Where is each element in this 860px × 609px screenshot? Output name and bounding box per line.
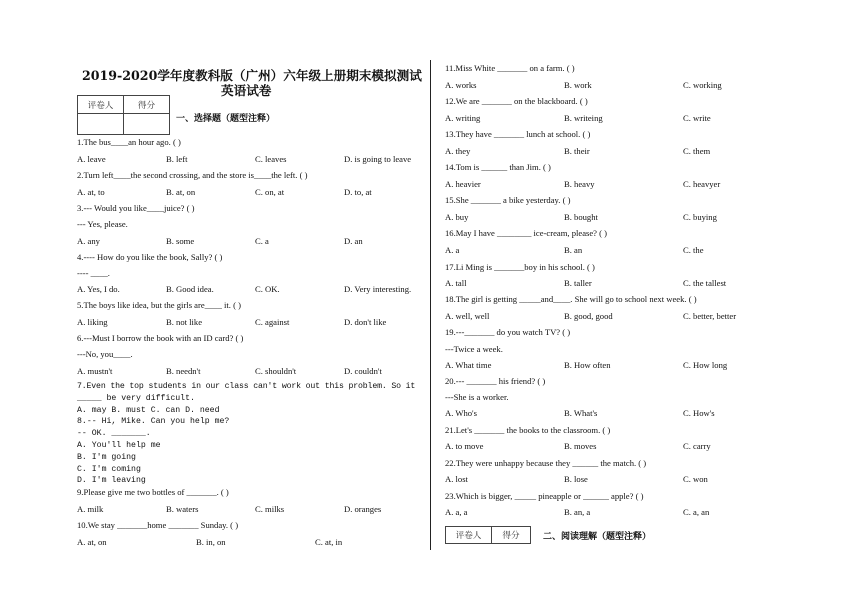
q8-reply: -- OK. _______.	[77, 429, 151, 438]
score-table	[77, 95, 170, 135]
q1-option-a: A. leave	[77, 154, 106, 164]
q6-option-a: A. mustn't	[77, 366, 113, 376]
q23-option-a: A. a, a	[445, 507, 468, 517]
q4-stem: 4.---- How do you like the book, Sally? ( )	[77, 252, 223, 262]
q20-option-a: A. Who's	[445, 408, 477, 418]
q10-stem: 10.We stay _______home _______ Sunday. ( )	[77, 520, 239, 530]
q15-option-a: A. buy	[445, 212, 469, 222]
q21-option-c: C. carry	[683, 441, 711, 451]
q18-option-c: C. better, better	[683, 311, 737, 321]
q7-stem-continued: _____ be very difficult.	[77, 394, 195, 403]
q16-option-a: A. a	[445, 245, 460, 255]
q21-option-b: B. moves	[564, 441, 597, 451]
q13-option-b: B. their	[564, 146, 590, 156]
q16-stem: 16.May I have ________ ice-cream, please? ( )	[445, 228, 608, 238]
q13-option-a: A. they	[445, 146, 471, 156]
section-1-heading: 一、选择题（题型注释）	[176, 114, 276, 124]
q11-stem: 11.Miss White _______ on a farm. ( )	[445, 63, 575, 73]
q18-option-b: B. good, good	[564, 311, 613, 321]
score-table-section-2	[445, 526, 531, 544]
q23-stem: 23.Which is bigger, _____ pineapple or ______ apple? ( )	[445, 491, 644, 501]
q1-option-b: B. left	[166, 154, 188, 164]
q10-option-a: A. at, on	[77, 537, 107, 547]
q5-option-d: D. don't like	[344, 317, 387, 327]
q14-option-c: C. heavyer	[683, 179, 721, 189]
q17-option-c: C. the tallest	[683, 278, 727, 288]
q2-option-b: B. at, on	[166, 187, 196, 197]
q3-option-d: D. an	[344, 236, 363, 246]
q2-option-c: C. on, at	[255, 187, 285, 197]
q13-stem: 13.They have _______ lunch at school. ( )	[445, 129, 591, 139]
q2-stem: 2.Turn left____the second crossing, and the store is____the left. ( )	[77, 170, 308, 180]
q17-stem: 17.Li Ming is _______boy in his school. ( )	[445, 262, 595, 272]
q4-option-d: D. Very interesting.	[344, 284, 412, 294]
score-table-score-header: 得分	[124, 96, 170, 114]
q20-reply: ---She is a worker.	[445, 392, 509, 402]
q23-option-c: C. a, an	[683, 507, 710, 517]
q5-option-c: C. against	[255, 317, 290, 327]
q8-stem: 8.-- Hi, Mike. Can you help me?	[77, 417, 230, 426]
q20-stem: 20.--- _______ his friend? ( )	[445, 376, 546, 386]
q12-option-c: C. write	[683, 113, 711, 123]
q3-option-a: A. any	[77, 236, 100, 246]
q1-option-d: D. is going to leave	[344, 154, 412, 164]
q15-option-c: C. buying	[683, 212, 717, 222]
score-table-2-score-header: 得分	[492, 527, 531, 544]
q7-options: A. may B. must C. can D. need	[77, 406, 220, 415]
q9-option-d: D. oranges	[344, 504, 382, 514]
q8-option-a: A. You'll help me	[77, 441, 161, 450]
q1-option-c: C. leaves	[255, 154, 287, 164]
score-table-2-grader-header: 评卷人	[446, 527, 492, 544]
q19-option-a: A. What time	[445, 360, 492, 370]
q3-option-b: B. some	[166, 236, 195, 246]
q8-option-b: B. I'm going	[77, 453, 136, 462]
q16-option-b: B. an	[564, 245, 583, 255]
q1-stem: 1.The bus____an hour ago. ( )	[77, 137, 181, 147]
q4-option-a: A. Yes, I do.	[77, 284, 120, 294]
q12-stem: 12.We are _______ on the blackboard. ( )	[445, 96, 588, 106]
q6-stem: 6.---Must I borrow the book with an ID card? ( )	[77, 333, 244, 343]
q8-option-d: D. I'm leaving	[77, 476, 146, 485]
q3-option-c: C. a	[255, 236, 269, 246]
exam-subtitle: 英语试卷	[221, 83, 272, 98]
q9-option-c: C. milks	[255, 504, 285, 514]
q17-option-b: B. taller	[564, 278, 592, 288]
q18-stem: 18.The girl is getting _____and____. She will go to school next week. ( )	[445, 294, 697, 304]
q4-option-b: B. Good idea.	[166, 284, 214, 294]
q13-option-c: C. them	[683, 146, 711, 156]
column-divider	[430, 60, 431, 550]
q14-stem: 14.Tom is ______ than Jim. ( )	[445, 162, 551, 172]
q2-option-d: D. to, at	[344, 187, 372, 197]
q20-option-c: C. How's	[683, 408, 715, 418]
exam-title: 2019-2020学年度教科版（广州）六年级上册期末模拟测试	[82, 68, 422, 83]
score-table-grader-cell	[78, 114, 124, 135]
q19-option-c: C. How long	[683, 360, 728, 370]
q8-option-c: C. I'm coming	[77, 465, 141, 474]
q11-option-a: A. works	[445, 80, 477, 90]
q12-option-b: B. writeing	[564, 113, 603, 123]
q5-option-b: B. not like	[166, 317, 203, 327]
q2-option-a: A. at, to	[77, 187, 105, 197]
q16-option-c: C. the	[683, 245, 704, 255]
q5-stem: 5.The boys like idea, but the girls are____ it. ( )	[77, 300, 241, 310]
q10-option-c: C. at, in	[315, 537, 343, 547]
q22-option-a: A. lost	[445, 474, 468, 484]
q6-reply: ---No, you____.	[77, 349, 133, 359]
q4-reply: ---- ____.	[77, 268, 110, 278]
q11-option-c: C. working	[683, 80, 722, 90]
q14-option-b: B. heavy	[564, 179, 595, 189]
q21-stem: 21.Let's _______ the books to the classroom. ( )	[445, 425, 611, 435]
q15-stem: 15.She _______ a bike yesterday. ( )	[445, 195, 571, 205]
q20-option-b: B. What's	[564, 408, 598, 418]
q6-option-c: C. shouldn't	[255, 366, 297, 376]
q6-option-b: B. needn't	[166, 366, 201, 376]
score-table-score-cell	[124, 114, 170, 135]
q3-stem: 3.--- Would you like____juice? ( )	[77, 203, 195, 213]
q19-stem: 19.---_______ do you watch TV? ( )	[445, 327, 571, 337]
q7-stem: 7.Even the top students in our class can't work out this problem. So it	[77, 382, 416, 391]
score-table-grader-header: 评卷人	[78, 96, 124, 114]
q12-option-a: A. writing	[445, 113, 481, 123]
q17-option-a: A. tall	[445, 278, 467, 288]
q4-option-c: C. OK.	[255, 284, 280, 294]
section-2-heading: 二、阅读理解（题型注释）	[543, 532, 652, 542]
q14-option-a: A. heavier	[445, 179, 481, 189]
q21-option-a: A. to move	[445, 441, 484, 451]
q11-option-b: B. work	[564, 80, 592, 90]
q5-option-a: A. liking	[77, 317, 108, 327]
q19-reply: ---Twice a week.	[445, 344, 503, 354]
q9-option-a: A. milk	[77, 504, 104, 514]
q23-option-b: B. an, a	[564, 507, 591, 517]
q22-stem: 22.They were unhappy because they ______ the match. ( )	[445, 458, 647, 468]
q15-option-b: B. bought	[564, 212, 598, 222]
q18-option-a: A. well, well	[445, 311, 490, 321]
q22-option-b: B. lose	[564, 474, 588, 484]
q6-option-d: D. couldn't	[344, 366, 382, 376]
q9-stem: 9.Please give me two bottles of _______. ( )	[77, 487, 229, 497]
q19-option-b: B. How often	[564, 360, 611, 370]
q10-option-b: B. in, on	[196, 537, 226, 547]
q3-reply: --- Yes, please.	[77, 219, 128, 229]
q22-option-c: C. won	[683, 474, 708, 484]
q9-option-b: B. waters	[166, 504, 199, 514]
